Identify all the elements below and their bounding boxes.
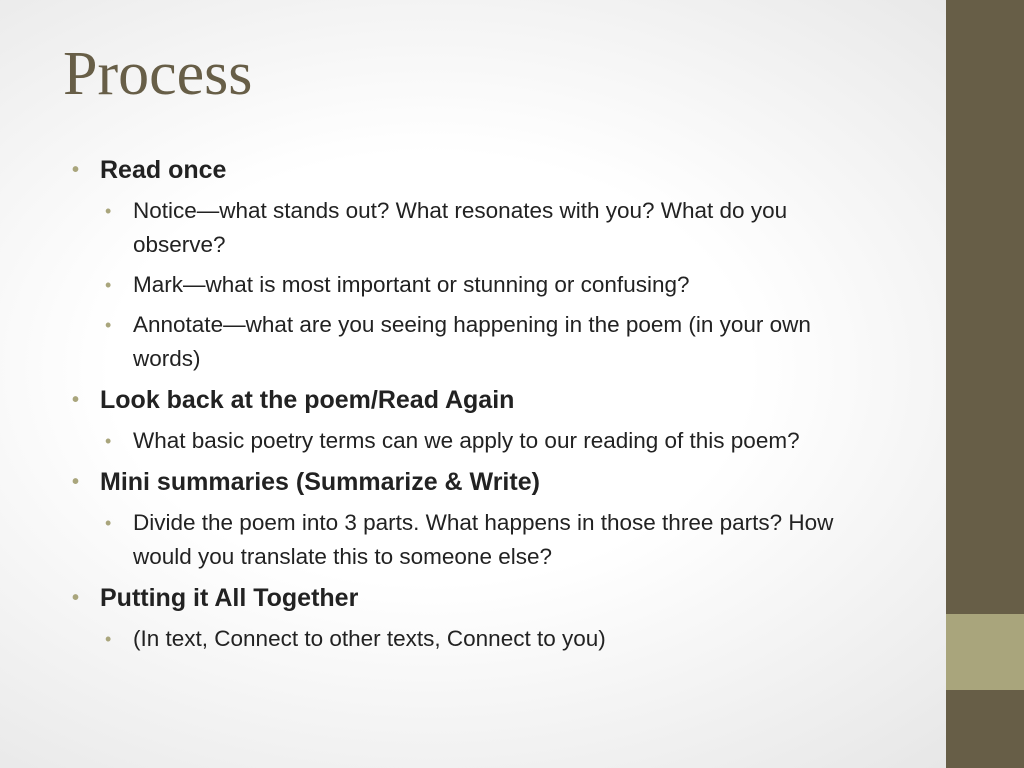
bullet-item bbox=[72, 580, 882, 616]
bullet-icon: • bbox=[72, 587, 80, 609]
decorative-side-accent bbox=[946, 614, 1024, 690]
bullet-text: Read once bbox=[100, 156, 227, 184]
bullet-icon: • bbox=[105, 201, 112, 221]
bullet-icon: • bbox=[72, 471, 80, 493]
bullet-icon: • bbox=[105, 431, 112, 451]
sub-bullet-text: Divide the poem into 3 parts. What happens in those three parts? How would you translate this to someone else? bbox=[133, 510, 834, 569]
sub-bullet-item bbox=[105, 424, 882, 458]
sub-bullet-text: What basic poetry terms can we apply to our reading of this poem? bbox=[133, 428, 800, 453]
bullet-icon: • bbox=[72, 159, 80, 181]
bullet-list bbox=[72, 152, 882, 656]
slide-title: Process bbox=[63, 40, 253, 108]
bullet-text: Mini summaries (Summarize & Write) bbox=[100, 468, 540, 496]
sub-bullet-item bbox=[105, 308, 882, 376]
bullet-item bbox=[72, 382, 882, 418]
bullet-icon: • bbox=[72, 389, 80, 411]
sub-bullet-text: Mark—what is most important or stunning or confusing? bbox=[133, 272, 690, 297]
bullet-item bbox=[72, 464, 882, 500]
sub-bullet-text: Annotate—what are you seeing happening in the poem (in your own words) bbox=[133, 312, 811, 371]
bullet-item bbox=[72, 152, 882, 188]
bullet-icon: • bbox=[105, 513, 112, 533]
sub-bullet-item bbox=[105, 506, 882, 574]
sub-bullet-item bbox=[105, 622, 882, 656]
sub-bullet-item bbox=[105, 268, 882, 302]
bullet-text: Putting it All Together bbox=[100, 584, 359, 612]
bullet-text: Look back at the poem/Read Again bbox=[100, 386, 515, 414]
sub-bullet-item bbox=[105, 194, 882, 262]
sub-bullet-text: Notice—what stands out? What resonates with you? What do you observe? bbox=[133, 198, 788, 257]
bullet-icon: • bbox=[105, 315, 112, 335]
bullet-icon: • bbox=[105, 275, 112, 295]
sub-bullet-text: (In text, Connect to other texts, Connect to you) bbox=[133, 626, 606, 651]
bullet-icon: • bbox=[105, 629, 112, 649]
